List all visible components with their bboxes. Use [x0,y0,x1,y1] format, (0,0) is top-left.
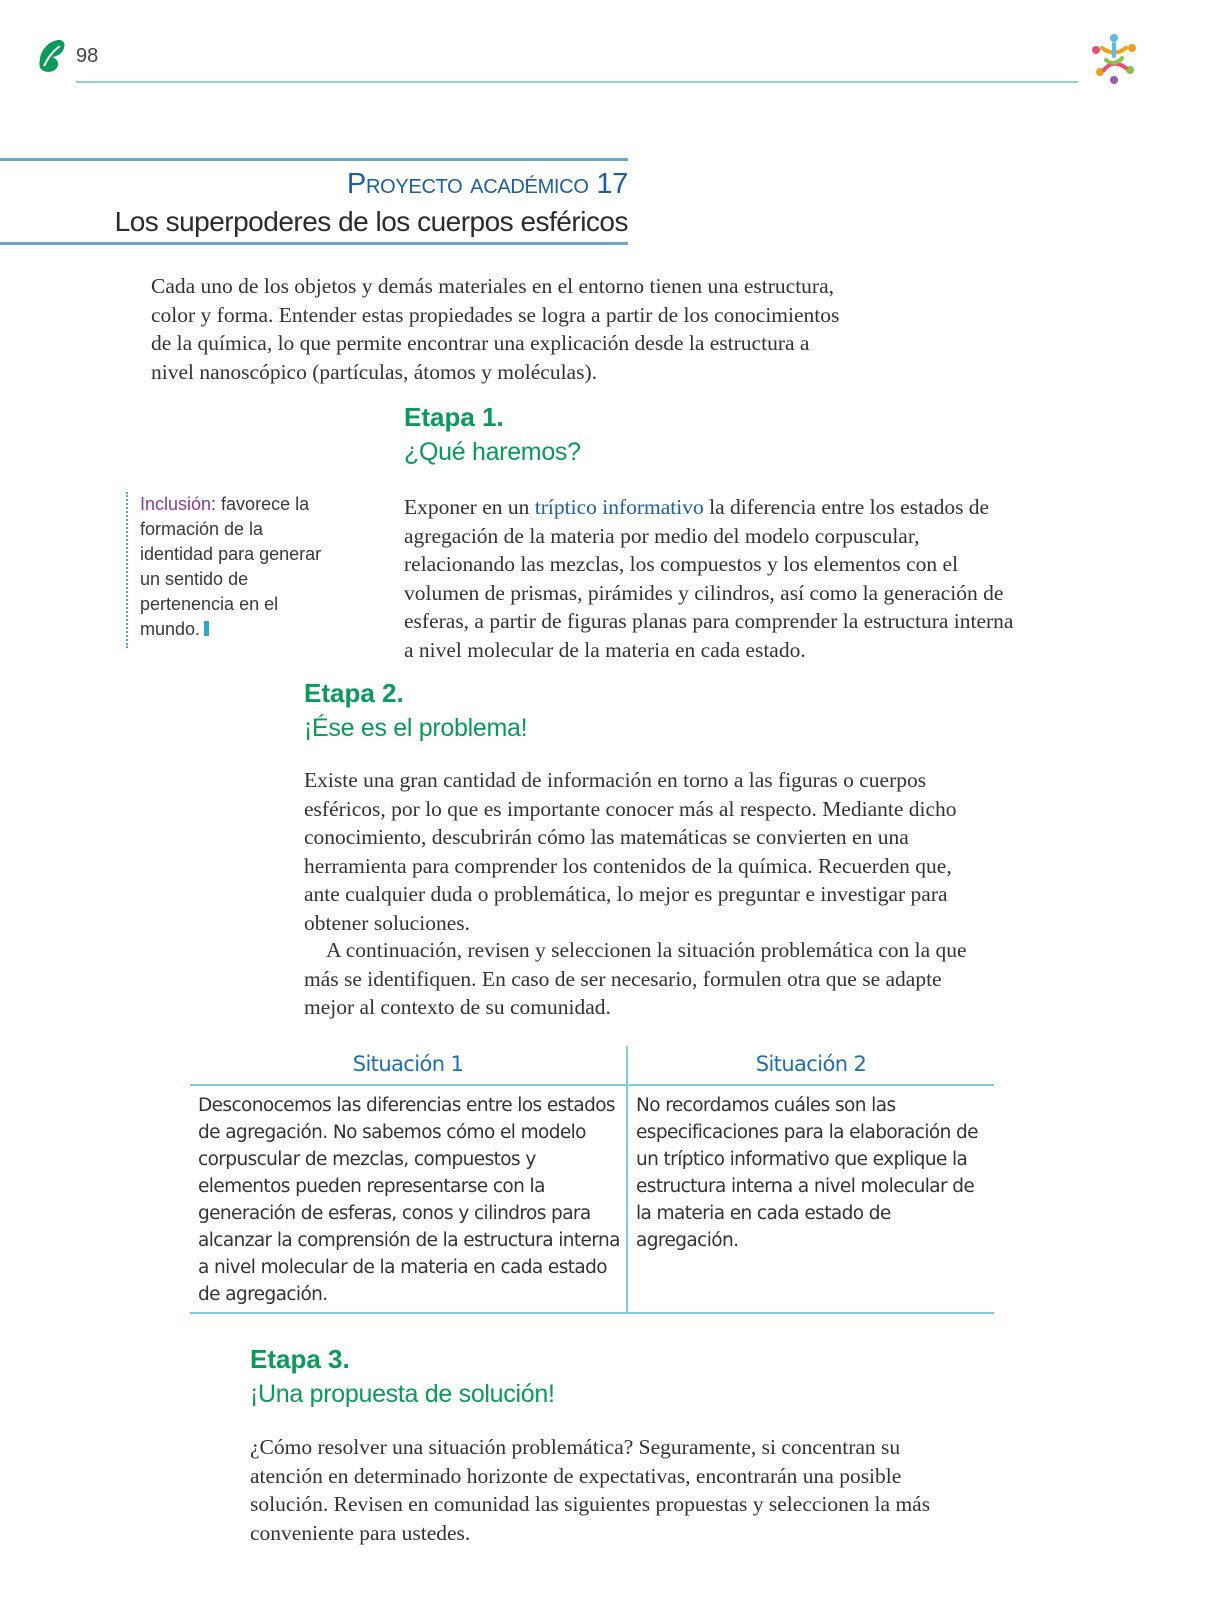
page-header [0,0,1214,90]
stage1-label: Etapa 1. [404,402,504,432]
stage1-text-before: Exponer en un [404,495,535,519]
stage1-title: ¿Qué haremos? [404,438,581,466]
situation-2-heading: Situación 2 [755,1052,867,1076]
stage3-label: Etapa 3. [250,1344,350,1374]
sidenote-label: Inclusión [140,494,212,514]
table-column-divider [626,1046,628,1314]
project-subtitle: Los superpoderes de los cuerpos esféricos [114,206,628,237]
header-rule [76,81,1078,83]
project-title: Proyecto académico 17 [346,168,628,200]
stage2-title: ¡Ése es el problema! [304,714,528,742]
sidenote-end-mark [204,621,209,636]
stage1-highlight: tríptico informativo [534,495,704,519]
situation-table [190,1046,994,1314]
stage2-label: Etapa 2. [304,678,404,708]
stage3-paragraph: ¿Cómo resolver una situación problemática? Seguramente, si concentran su atención en determinado horizonte de expectativas, encontrarán una posible solución. Revisen en comunidad las siguientes propuestas y seleccionen la más conveniente para ustedes. [250,1435,931,1545]
situation-2-text: No recordamos cuáles son las especificaciones para la elaboración de un tríptico informativo que explique la estructura interna a nivel molecular de la materia en cada estado de agregación. [636,1095,978,1251]
situation-1-text: Desconocemos las diferencias entre los estados de agregación. No sabemos cómo el modelo corpuscular de mezclas, compuestos y elementos pueden representarse con la generación de esferas, conos y cilindros para alcanzar la comprensión de la estructura interna a nivel molecular de la materia en cada estado de agregación. [198,1095,620,1305]
table-header-rule [190,1084,994,1086]
page-number: 98 [76,45,99,67]
situation-2-column [628,1046,994,1314]
sidenote-text: : favorece la formación de la identidad para generar un sentido de pertenencia en el mundo. [140,494,322,639]
stage3-title: ¡Una propuesta de solución! [250,1380,555,1408]
title-rule-top [0,158,628,161]
situation-1-heading: Situación 1 [352,1052,464,1076]
intro-paragraph: Cada uno de los objetos y demás materiales en el entorno tienen una estructura, color y forma. Entender estas propiedades se logra a partir de los conocimientos de la química, lo que permite encontrar una explicación desde la estructura a nivel nanoscópico (partículas, átomos y moléculas). [151,274,840,384]
inclusion-sidenote [126,492,340,648]
table-footer-rule [190,1312,994,1314]
title-rule-bottom [0,242,628,245]
stage2-paragraph-1: Existe una gran cantidad de información en torno a las figuras o cuerpos esféricos, por lo que es importante conocer más al respecto. Mediante dicho conocimiento, descubrirán cómo las matemáticas se convierten en una herramienta para comprender los contenidos de la química. Recuerden que, ante cualquier duda o problemática, lo mejor es preguntar e investigar para obtener soluciones. [304,768,957,935]
stage2-paragraph-2: A continuación, revisen y seleccionen la situación problemática con la que más se identifiquen. En caso de ser necesario, formulen otra que se adapte mejor al contexto de su comunidad. [304,938,967,1019]
community-logo-icon [1086,30,1142,86]
stage1-text-after: la diferencia entre los estados de agregación de la materia por medio del modelo corpuscular, relacionando las mezclas, los compuestos y los elementos con el volumen de prismas, pirámides y cilindros, así como la generación de esferas, a partir de figuras planas para comprender la estructura interna a nivel molecular de la materia en cada estado. [404,495,1014,662]
stage1-paragraph [404,493,1028,664]
situation-1-column [190,1046,626,1314]
leaf-icon [36,38,68,74]
